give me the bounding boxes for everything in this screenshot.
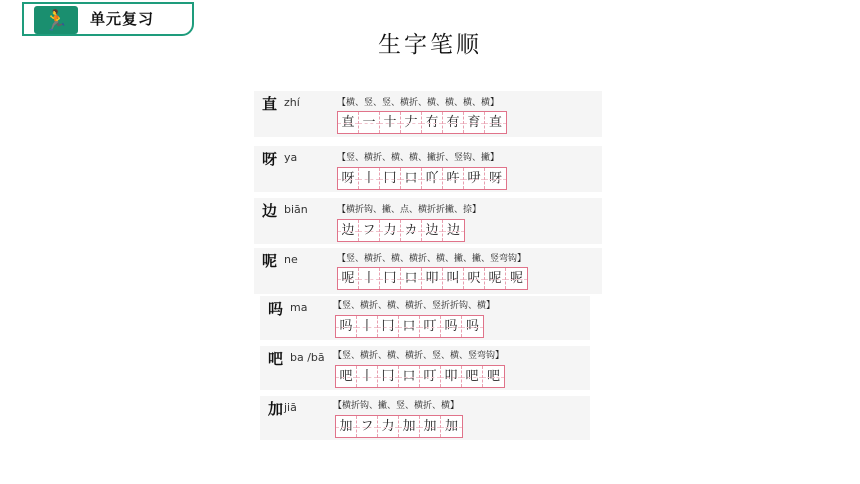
stroke-grid <box>337 167 507 190</box>
running-person-icon: 🏃 <box>34 6 78 34</box>
stroke-step-cell: 呎 <box>464 268 485 289</box>
stroke-step-cell: 吗 <box>441 316 462 337</box>
stroke-step-cell: 一 <box>359 112 380 133</box>
stroke-order-text: 【竖、横折、横、横折、竖折折钩、横】 <box>333 301 496 311</box>
pinyin-label: ma <box>290 301 308 314</box>
stroke-step-cell: 吖 <box>422 168 443 189</box>
character-label: 边 <box>262 202 278 220</box>
stroke-step-cell: 加 <box>336 416 357 437</box>
stroke-step-cell: カ <box>401 220 422 241</box>
character-card <box>254 248 602 294</box>
stroke-step-cell: 力 <box>380 220 401 241</box>
stroke-step-cell: 吧 <box>483 366 504 387</box>
stroke-step-cell: 吗 <box>336 316 357 337</box>
character-card <box>254 91 602 137</box>
character-label: 呢 <box>262 252 278 270</box>
stroke-step-cell: 口 <box>401 168 422 189</box>
stroke-step-cell: フ <box>357 416 378 437</box>
stroke-step-cell: 冇 <box>422 112 443 133</box>
stroke-step-cell: 呀 <box>338 168 359 189</box>
stroke-step-cell: 育 <box>464 112 485 133</box>
stroke-step-cell: 叩 <box>422 268 443 289</box>
character-label: 吗 <box>268 300 284 318</box>
character-label: 直 <box>262 95 278 113</box>
stroke-grid <box>337 111 507 134</box>
stroke-step-cell: 口 <box>399 366 420 387</box>
character-label: 吧 <box>268 350 284 368</box>
stroke-grid <box>335 365 505 388</box>
character-card <box>254 198 602 244</box>
stroke-grid <box>335 415 463 438</box>
pinyin-label: zhí <box>284 96 300 109</box>
stroke-step-cell: 呢 <box>506 268 527 289</box>
pinyin-label: ya <box>284 151 298 164</box>
stroke-step-cell: 冂 <box>380 168 401 189</box>
stroke-step-cell: 吚 <box>464 168 485 189</box>
stroke-step-cell: 吘 <box>443 168 464 189</box>
stroke-order-text: 【竖、横折、横、横、撇折、竖钩、撇】 <box>337 153 500 163</box>
stroke-step-cell: 丨 <box>359 168 380 189</box>
stroke-step-cell: 冂 <box>380 268 401 289</box>
stroke-step-cell: 吧 <box>462 366 483 387</box>
stroke-step-cell: 口 <box>399 316 420 337</box>
stroke-step-cell: 直 <box>338 112 359 133</box>
stroke-order-text: 【竖、横折、横、横折、横、撇、撇、竖弯钩】 <box>337 254 527 264</box>
stroke-step-cell: 冂 <box>378 316 399 337</box>
stroke-step-cell: 丨 <box>357 316 378 337</box>
stroke-order-text: 【横折钩、撇、点、横折折撇、捺】 <box>337 205 482 215</box>
stroke-order-text: 【竖、横折、横、横折、竖、横、竖弯钩】 <box>333 351 505 361</box>
character-card <box>260 296 590 340</box>
stroke-step-cell: 口 <box>401 268 422 289</box>
stroke-order-text: 【横、竖、竖、横折、横、横、横、横】 <box>337 98 500 108</box>
pinyin-label: ne <box>284 253 298 266</box>
stroke-step-cell: 边 <box>338 220 359 241</box>
section-tab-label: 单元复习 <box>90 10 155 28</box>
character-label: 加 <box>268 400 284 418</box>
stroke-grid <box>337 267 528 290</box>
stroke-step-cell: 直 <box>485 112 506 133</box>
stroke-step-cell: 呢 <box>485 268 506 289</box>
stroke-step-cell: 加 <box>399 416 420 437</box>
stroke-step-cell: 冂 <box>378 366 399 387</box>
character-card <box>254 146 602 192</box>
stroke-step-cell: 加 <box>420 416 441 437</box>
pinyin-label: biān <box>284 203 308 216</box>
stroke-step-cell: 叩 <box>441 366 462 387</box>
stroke-order-text: 【横折钩、撇、竖、横折、横】 <box>333 401 460 411</box>
stroke-step-cell: 叮 <box>420 366 441 387</box>
stroke-step-cell: フ <box>359 220 380 241</box>
stroke-step-cell: 十 <box>380 112 401 133</box>
stroke-step-cell: 丨 <box>357 366 378 387</box>
stroke-step-cell: 边 <box>422 220 443 241</box>
pinyin-label: jiā <box>284 401 297 414</box>
stroke-step-cell: 𠂇 <box>401 112 422 133</box>
stroke-step-cell: 边 <box>443 220 464 241</box>
character-card <box>260 346 590 390</box>
stroke-step-cell: 丨 <box>359 268 380 289</box>
stroke-step-cell: 叫 <box>443 268 464 289</box>
stroke-step-cell: 吧 <box>336 366 357 387</box>
page-title: 生字笔顺 <box>378 32 482 58</box>
stroke-step-cell: 呢 <box>338 268 359 289</box>
stroke-step-cell: 力 <box>378 416 399 437</box>
stroke-grid <box>335 315 484 338</box>
character-label: 呀 <box>262 150 278 168</box>
stroke-step-cell: 有 <box>443 112 464 133</box>
stroke-step-cell: 呀 <box>485 168 506 189</box>
stroke-step-cell: 叮 <box>420 316 441 337</box>
stroke-step-cell: 加 <box>441 416 462 437</box>
pinyin-label: ba /bā <box>290 351 325 364</box>
character-card <box>260 396 590 440</box>
stroke-step-cell: 吗 <box>462 316 483 337</box>
stroke-grid <box>337 219 465 242</box>
